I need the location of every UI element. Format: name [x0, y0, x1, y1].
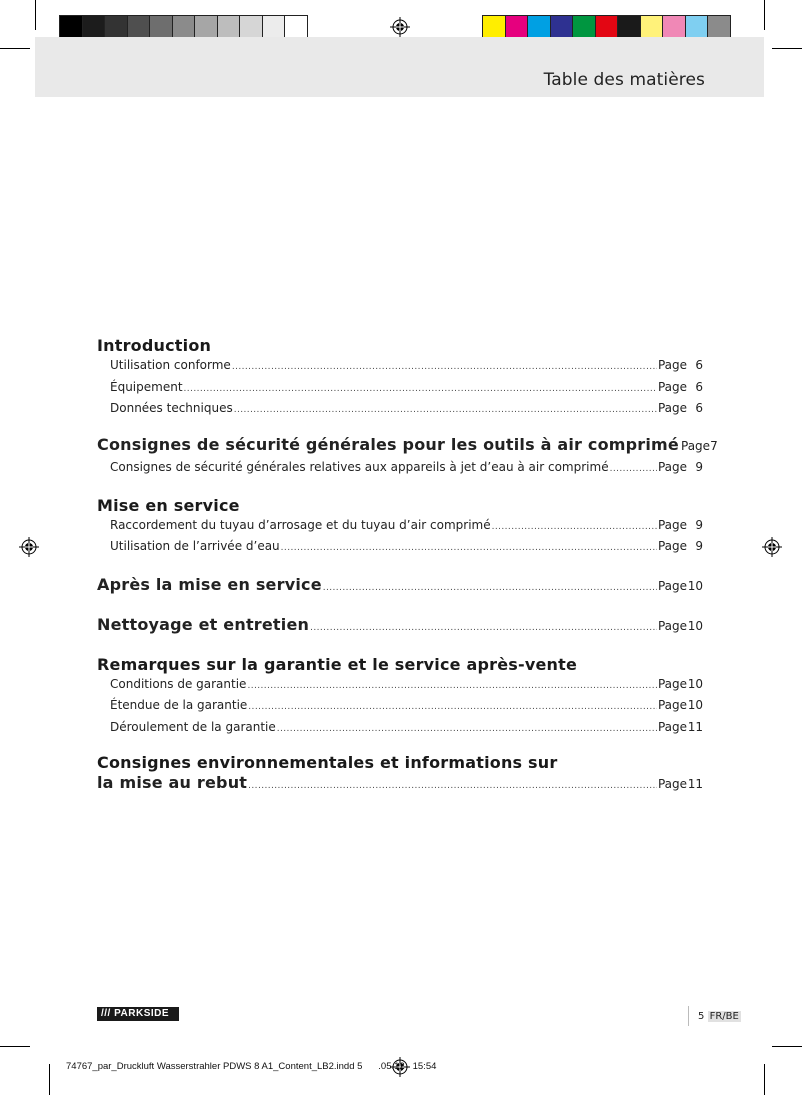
color-swatch: [527, 15, 551, 38]
grayscale-bar: [60, 15, 308, 38]
toc-entry[interactable]: [97, 399, 703, 421]
entry-label: Utilisation de l’arrivée d’eau: [110, 539, 280, 553]
color-swatch: [127, 15, 151, 38]
page-number: 6: [695, 358, 703, 372]
page-number: 9: [695, 539, 703, 553]
section-title: Après la mise en service: [97, 574, 322, 594]
toc-entry[interactable]: [97, 615, 703, 639]
color-swatch: [685, 15, 709, 38]
section-title-line: Consignes environnementales et informations sur: [97, 753, 558, 772]
color-bar: [483, 15, 731, 38]
color-swatch: [284, 15, 308, 38]
page-label: Page: [657, 698, 687, 712]
entry-label: Étendue de la garantie: [110, 698, 248, 712]
page-number: 6: [695, 379, 703, 394]
toc-section-safety: [97, 434, 718, 480]
section-title: Introduction: [97, 336, 212, 355]
toc-section-introduction: [97, 336, 703, 421]
page-label: Page: [657, 719, 687, 734]
dot-leader: [323, 579, 657, 599]
color-swatch: [617, 15, 641, 38]
page-label: Page: [657, 676, 687, 691]
dot-leader: [492, 518, 657, 538]
registration-mark-icon: [19, 537, 39, 557]
print-slug: [66, 1061, 436, 1072]
color-swatch: [662, 15, 686, 38]
dot-leader: [310, 619, 657, 639]
dot-leader: [248, 777, 657, 797]
entry-label: Données techniques: [110, 401, 233, 415]
page-label: Page: [681, 438, 711, 453]
slug-filename: 74767_par_Druckluft Wasserstrahler PDWS 8 A1_Content_LB2.indd 5: [66, 1061, 363, 1072]
color-swatch: [572, 15, 596, 38]
toc-entry[interactable]: [97, 773, 703, 797]
entry-label: Consignes de sécurité générales relatives aux appareils à jet d’eau à air comprimé: [110, 460, 609, 474]
country-code: FR/BE: [709, 1011, 739, 1022]
color-swatch: [505, 15, 529, 38]
section-title: Mise en service: [97, 495, 240, 515]
registration-mark-icon: [390, 17, 410, 37]
section-title: Consignes de sécurité générales pour les outils à air comprimé: [97, 434, 679, 454]
dot-leader: [247, 677, 657, 697]
page-number: 9: [695, 460, 703, 474]
page-number: 10: [687, 578, 703, 593]
toc-entry[interactable]: [97, 575, 703, 599]
page-number: 9: [695, 517, 703, 532]
toc-section-startup: [97, 496, 703, 559]
entry-label: Conditions de garantie: [110, 676, 247, 691]
toc-entry[interactable]: [97, 516, 703, 538]
crop-mark: [0, 48, 30, 49]
crop-mark: [772, 48, 802, 49]
color-swatch: [482, 15, 506, 38]
page-label: Page: [657, 619, 687, 633]
crop-mark: [764, 0, 765, 30]
color-swatch: [262, 15, 286, 38]
color-swatch: [550, 15, 574, 38]
entry-label: Déroulement de la garantie: [110, 719, 276, 734]
dot-leader: [277, 720, 657, 740]
dot-leader: [248, 698, 657, 718]
page-label: Page: [657, 401, 687, 415]
crop-mark: [35, 0, 36, 30]
crop-mark: [0, 1046, 30, 1047]
color-swatch: [595, 15, 619, 38]
toc-entry[interactable]: [97, 356, 703, 378]
color-swatch: [239, 15, 263, 38]
page-number: 10: [687, 619, 703, 633]
color-swatch: [194, 15, 218, 38]
toc-section-warranty: [97, 655, 703, 740]
toc-entry[interactable]: [97, 458, 703, 480]
parkside-logo: /// PARKSIDE: [97, 1007, 179, 1021]
page-number: 6: [695, 401, 703, 415]
dot-leader: [234, 401, 657, 421]
registration-mark-icon: [762, 537, 782, 557]
toc-entry[interactable]: [97, 718, 703, 740]
dot-leader: [232, 358, 657, 378]
divider: [688, 1006, 689, 1026]
section-title: Nettoyage et entretien: [97, 615, 310, 634]
color-swatch: [59, 15, 83, 38]
color-swatch: [172, 15, 196, 38]
entry-label: Équipement: [110, 379, 183, 394]
toc-entry[interactable]: [97, 696, 703, 718]
page-label: Page: [657, 460, 687, 474]
toc-entry[interactable]: [97, 537, 703, 559]
page-label: Page: [657, 578, 687, 593]
crop-mark: [772, 1046, 802, 1047]
color-swatch: [707, 15, 731, 38]
page-label: Page: [657, 379, 687, 394]
section-title-line: la mise au rebut: [97, 773, 248, 792]
toc-entry[interactable]: [97, 675, 703, 697]
dot-leader: [184, 380, 657, 400]
slug-time: 15:54: [412, 1061, 437, 1072]
crop-mark: [764, 1064, 765, 1095]
page-label: Page: [657, 517, 687, 532]
dot-leader: [610, 460, 657, 480]
crop-mark: [49, 1064, 50, 1095]
page-number: 10: [687, 676, 703, 691]
color-swatch: [217, 15, 241, 38]
toc-section-environment: [97, 753, 703, 797]
page-number: 11: [687, 719, 703, 734]
page-number: 5: [698, 1011, 705, 1022]
page-number: 11: [687, 777, 703, 791]
entry-label: Raccordement du tuyau d’arrosage et du tuyau d’air comprimé: [110, 517, 491, 532]
color-swatch: [82, 15, 106, 38]
toc-section-after-startup: [97, 575, 703, 599]
section-title: Remarques sur la garantie et le service après-vente: [97, 654, 578, 674]
slug-date: .05.12: [378, 1061, 405, 1072]
color-swatch: [104, 15, 128, 38]
page-label: Page: [657, 358, 687, 372]
page-number-footer: [698, 1011, 741, 1022]
page-label: Page: [657, 777, 687, 791]
toc-section-cleaning: [97, 615, 703, 639]
color-swatch: [640, 15, 664, 38]
page-title: Table des matières: [543, 70, 705, 90]
toc-entry[interactable]: [97, 378, 703, 400]
dot-leader: [281, 539, 657, 559]
table-of-contents: [97, 336, 718, 797]
color-swatch: [149, 15, 173, 38]
page-label: Page: [657, 539, 687, 553]
page-number: 7: [710, 438, 718, 453]
page-number: 10: [687, 698, 703, 712]
entry-label: Utilisation conforme: [110, 358, 231, 372]
toc-entry[interactable]: [97, 434, 718, 459]
